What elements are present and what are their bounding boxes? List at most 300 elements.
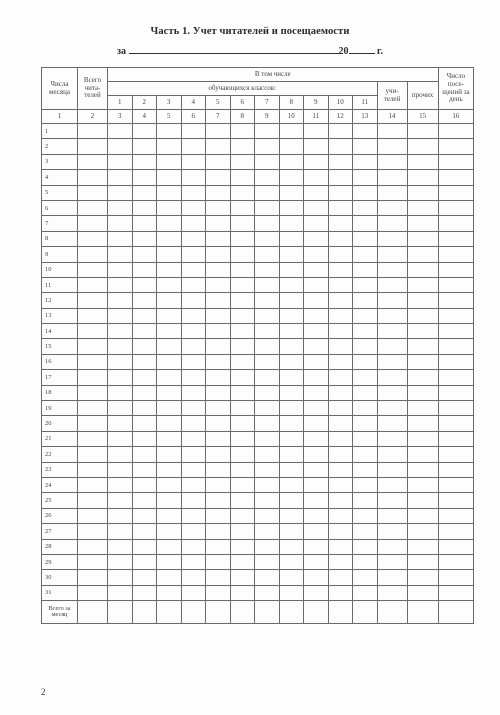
entry-cell[interactable]: [108, 277, 133, 292]
entry-cell[interactable]: [181, 154, 206, 169]
entry-cell[interactable]: [304, 339, 329, 354]
entry-cell[interactable]: [230, 200, 255, 215]
entry-cell[interactable]: [230, 339, 255, 354]
entry-cell[interactable]: [304, 262, 329, 277]
total-cell[interactable]: [157, 601, 182, 624]
entry-cell[interactable]: [304, 370, 329, 385]
entry-cell[interactable]: [108, 216, 133, 231]
entry-cell[interactable]: [255, 124, 280, 139]
entry-cell[interactable]: [181, 277, 206, 292]
entry-cell[interactable]: [438, 416, 474, 431]
entry-cell[interactable]: [132, 139, 157, 154]
entry-cell[interactable]: [157, 370, 182, 385]
entry-cell[interactable]: [304, 308, 329, 323]
entry-cell[interactable]: [279, 216, 304, 231]
entry-cell[interactable]: [407, 262, 438, 277]
entry-cell[interactable]: [206, 339, 231, 354]
entry-cell[interactable]: [206, 416, 231, 431]
entry-cell[interactable]: [206, 431, 231, 446]
entry-cell[interactable]: [157, 216, 182, 231]
entry-cell[interactable]: [279, 508, 304, 523]
entry-cell[interactable]: [304, 200, 329, 215]
entry-cell[interactable]: [206, 354, 231, 369]
entry-cell[interactable]: [108, 354, 133, 369]
entry-cell[interactable]: [230, 493, 255, 508]
entry-cell[interactable]: [132, 185, 157, 200]
entry-cell[interactable]: [304, 139, 329, 154]
entry-cell[interactable]: [230, 508, 255, 523]
entry-cell[interactable]: [181, 216, 206, 231]
entry-cell[interactable]: [438, 308, 474, 323]
entry-cell[interactable]: [438, 339, 474, 354]
entry-cell[interactable]: [206, 524, 231, 539]
entry-cell[interactable]: [407, 354, 438, 369]
entry-cell[interactable]: [438, 277, 474, 292]
entry-cell[interactable]: [377, 339, 407, 354]
entry-cell[interactable]: [132, 524, 157, 539]
entry-cell[interactable]: [206, 200, 231, 215]
entry-cell[interactable]: [78, 462, 108, 477]
entry-cell[interactable]: [377, 385, 407, 400]
entry-cell[interactable]: [353, 508, 378, 523]
entry-cell[interactable]: [157, 324, 182, 339]
entry-cell[interactable]: [132, 447, 157, 462]
entry-cell[interactable]: [328, 293, 353, 308]
entry-cell[interactable]: [353, 293, 378, 308]
entry-cell[interactable]: [377, 401, 407, 416]
entry-cell[interactable]: [157, 539, 182, 554]
entry-cell[interactable]: [407, 477, 438, 492]
entry-cell[interactable]: [132, 508, 157, 523]
entry-cell[interactable]: [377, 416, 407, 431]
entry-cell[interactable]: [108, 585, 133, 600]
entry-cell[interactable]: [328, 339, 353, 354]
entry-cell[interactable]: [157, 277, 182, 292]
entry-cell[interactable]: [353, 170, 378, 185]
entry-cell[interactable]: [132, 539, 157, 554]
entry-cell[interactable]: [328, 570, 353, 585]
entry-cell[interactable]: [255, 154, 280, 169]
entry-cell[interactable]: [328, 462, 353, 477]
entry-cell[interactable]: [279, 200, 304, 215]
entry-cell[interactable]: [328, 416, 353, 431]
entry-cell[interactable]: [407, 247, 438, 262]
entry-cell[interactable]: [230, 539, 255, 554]
entry-cell[interactable]: [206, 154, 231, 169]
entry-cell[interactable]: [279, 124, 304, 139]
entry-cell[interactable]: [407, 524, 438, 539]
entry-cell[interactable]: [377, 293, 407, 308]
entry-cell[interactable]: [206, 247, 231, 262]
entry-cell[interactable]: [181, 385, 206, 400]
entry-cell[interactable]: [157, 385, 182, 400]
entry-cell[interactable]: [108, 139, 133, 154]
entry-cell[interactable]: [255, 539, 280, 554]
entry-cell[interactable]: [279, 447, 304, 462]
entry-cell[interactable]: [353, 339, 378, 354]
entry-cell[interactable]: [377, 170, 407, 185]
total-cell[interactable]: [206, 601, 231, 624]
entry-cell[interactable]: [438, 493, 474, 508]
entry-cell[interactable]: [108, 416, 133, 431]
entry-cell[interactable]: [353, 585, 378, 600]
entry-cell[interactable]: [181, 185, 206, 200]
entry-cell[interactable]: [328, 477, 353, 492]
entry-cell[interactable]: [206, 231, 231, 246]
entry-cell[interactable]: [206, 324, 231, 339]
entry-cell[interactable]: [78, 170, 108, 185]
entry-cell[interactable]: [407, 308, 438, 323]
entry-cell[interactable]: [181, 416, 206, 431]
entry-cell[interactable]: [230, 185, 255, 200]
entry-cell[interactable]: [78, 370, 108, 385]
entry-cell[interactable]: [304, 324, 329, 339]
entry-cell[interactable]: [407, 154, 438, 169]
entry-cell[interactable]: [407, 185, 438, 200]
entry-cell[interactable]: [78, 185, 108, 200]
entry-cell[interactable]: [377, 524, 407, 539]
entry-cell[interactable]: [157, 262, 182, 277]
entry-cell[interactable]: [132, 124, 157, 139]
entry-cell[interactable]: [132, 170, 157, 185]
entry-cell[interactable]: [108, 431, 133, 446]
entry-cell[interactable]: [304, 154, 329, 169]
entry-cell[interactable]: [78, 354, 108, 369]
entry-cell[interactable]: [438, 431, 474, 446]
entry-cell[interactable]: [181, 508, 206, 523]
entry-cell[interactable]: [353, 570, 378, 585]
entry-cell[interactable]: [438, 139, 474, 154]
entry-cell[interactable]: [230, 216, 255, 231]
entry-cell[interactable]: [279, 277, 304, 292]
entry-cell[interactable]: [353, 462, 378, 477]
entry-cell[interactable]: [279, 231, 304, 246]
entry-cell[interactable]: [157, 524, 182, 539]
entry-cell[interactable]: [304, 185, 329, 200]
entry-cell[interactable]: [438, 539, 474, 554]
entry-cell[interactable]: [230, 462, 255, 477]
entry-cell[interactable]: [279, 247, 304, 262]
entry-cell[interactable]: [157, 431, 182, 446]
entry-cell[interactable]: [157, 416, 182, 431]
entry-cell[interactable]: [206, 462, 231, 477]
entry-cell[interactable]: [78, 477, 108, 492]
entry-cell[interactable]: [181, 262, 206, 277]
entry-cell[interactable]: [328, 508, 353, 523]
entry-cell[interactable]: [328, 124, 353, 139]
entry-cell[interactable]: [132, 324, 157, 339]
entry-cell[interactable]: [206, 185, 231, 200]
entry-cell[interactable]: [132, 493, 157, 508]
entry-cell[interactable]: [157, 447, 182, 462]
entry-cell[interactable]: [353, 262, 378, 277]
entry-cell[interactable]: [438, 401, 474, 416]
entry-cell[interactable]: [304, 385, 329, 400]
entry-cell[interactable]: [255, 370, 280, 385]
entry-cell[interactable]: [230, 385, 255, 400]
entry-cell[interactable]: [157, 200, 182, 215]
entry-cell[interactable]: [132, 293, 157, 308]
entry-cell[interactable]: [353, 216, 378, 231]
entry-cell[interactable]: [279, 293, 304, 308]
entry-cell[interactable]: [438, 508, 474, 523]
entry-cell[interactable]: [78, 570, 108, 585]
entry-cell[interactable]: [230, 308, 255, 323]
entry-cell[interactable]: [108, 477, 133, 492]
entry-cell[interactable]: [353, 324, 378, 339]
entry-cell[interactable]: [181, 200, 206, 215]
entry-cell[interactable]: [255, 308, 280, 323]
entry-cell[interactable]: [279, 477, 304, 492]
entry-cell[interactable]: [377, 585, 407, 600]
entry-cell[interactable]: [157, 493, 182, 508]
entry-cell[interactable]: [377, 200, 407, 215]
entry-cell[interactable]: [78, 308, 108, 323]
entry-cell[interactable]: [279, 262, 304, 277]
entry-cell[interactable]: [255, 447, 280, 462]
entry-cell[interactable]: [377, 447, 407, 462]
entry-cell[interactable]: [407, 431, 438, 446]
entry-cell[interactable]: [353, 554, 378, 569]
entry-cell[interactable]: [438, 385, 474, 400]
entry-cell[interactable]: [181, 477, 206, 492]
entry-cell[interactable]: [206, 293, 231, 308]
entry-cell[interactable]: [279, 416, 304, 431]
entry-cell[interactable]: [108, 539, 133, 554]
entry-cell[interactable]: [78, 339, 108, 354]
entry-cell[interactable]: [353, 370, 378, 385]
entry-cell[interactable]: [328, 539, 353, 554]
entry-cell[interactable]: [78, 524, 108, 539]
entry-cell[interactable]: [255, 385, 280, 400]
entry-cell[interactable]: [230, 524, 255, 539]
entry-cell[interactable]: [328, 324, 353, 339]
entry-cell[interactable]: [353, 185, 378, 200]
entry-cell[interactable]: [304, 447, 329, 462]
entry-cell[interactable]: [255, 200, 280, 215]
entry-cell[interactable]: [377, 493, 407, 508]
entry-cell[interactable]: [132, 431, 157, 446]
entry-cell[interactable]: [255, 462, 280, 477]
entry-cell[interactable]: [255, 554, 280, 569]
entry-cell[interactable]: [78, 200, 108, 215]
entry-cell[interactable]: [438, 462, 474, 477]
entry-cell[interactable]: [377, 324, 407, 339]
entry-cell[interactable]: [78, 247, 108, 262]
entry-cell[interactable]: [108, 462, 133, 477]
entry-cell[interactable]: [181, 231, 206, 246]
entry-cell[interactable]: [78, 293, 108, 308]
entry-cell[interactable]: [108, 185, 133, 200]
total-cell[interactable]: [132, 601, 157, 624]
entry-cell[interactable]: [438, 447, 474, 462]
entry-cell[interactable]: [279, 324, 304, 339]
entry-cell[interactable]: [206, 447, 231, 462]
entry-cell[interactable]: [304, 524, 329, 539]
entry-cell[interactable]: [206, 139, 231, 154]
entry-cell[interactable]: [230, 293, 255, 308]
entry-cell[interactable]: [328, 401, 353, 416]
entry-cell[interactable]: [78, 401, 108, 416]
entry-cell[interactable]: [157, 293, 182, 308]
entry-cell[interactable]: [304, 231, 329, 246]
entry-cell[interactable]: [328, 493, 353, 508]
entry-cell[interactable]: [181, 554, 206, 569]
entry-cell[interactable]: [181, 324, 206, 339]
entry-cell[interactable]: [328, 170, 353, 185]
month-blank[interactable]: [129, 44, 339, 54]
entry-cell[interactable]: [407, 539, 438, 554]
entry-cell[interactable]: [328, 585, 353, 600]
entry-cell[interactable]: [377, 539, 407, 554]
entry-cell[interactable]: [407, 554, 438, 569]
entry-cell[interactable]: [132, 231, 157, 246]
entry-cell[interactable]: [132, 200, 157, 215]
entry-cell[interactable]: [230, 324, 255, 339]
entry-cell[interactable]: [132, 262, 157, 277]
entry-cell[interactable]: [181, 247, 206, 262]
entry-cell[interactable]: [377, 308, 407, 323]
entry-cell[interactable]: [132, 216, 157, 231]
entry-cell[interactable]: [157, 308, 182, 323]
entry-cell[interactable]: [328, 385, 353, 400]
entry-cell[interactable]: [206, 385, 231, 400]
entry-cell[interactable]: [181, 401, 206, 416]
entry-cell[interactable]: [255, 293, 280, 308]
entry-cell[interactable]: [407, 493, 438, 508]
entry-cell[interactable]: [255, 247, 280, 262]
entry-cell[interactable]: [377, 124, 407, 139]
entry-cell[interactable]: [230, 154, 255, 169]
entry-cell[interactable]: [108, 508, 133, 523]
entry-cell[interactable]: [78, 277, 108, 292]
entry-cell[interactable]: [206, 277, 231, 292]
entry-cell[interactable]: [438, 370, 474, 385]
entry-cell[interactable]: [230, 585, 255, 600]
entry-cell[interactable]: [255, 185, 280, 200]
entry-cell[interactable]: [353, 401, 378, 416]
entry-cell[interactable]: [353, 277, 378, 292]
total-cell[interactable]: [108, 601, 133, 624]
entry-cell[interactable]: [255, 477, 280, 492]
entry-cell[interactable]: [181, 570, 206, 585]
entry-cell[interactable]: [78, 262, 108, 277]
entry-cell[interactable]: [230, 124, 255, 139]
entry-cell[interactable]: [328, 139, 353, 154]
entry-cell[interactable]: [438, 170, 474, 185]
entry-cell[interactable]: [181, 493, 206, 508]
entry-cell[interactable]: [438, 231, 474, 246]
entry-cell[interactable]: [407, 570, 438, 585]
entry-cell[interactable]: [328, 216, 353, 231]
entry-cell[interactable]: [377, 216, 407, 231]
entry-cell[interactable]: [108, 170, 133, 185]
entry-cell[interactable]: [108, 554, 133, 569]
entry-cell[interactable]: [108, 124, 133, 139]
entry-cell[interactable]: [181, 585, 206, 600]
entry-cell[interactable]: [206, 477, 231, 492]
entry-cell[interactable]: [407, 231, 438, 246]
entry-cell[interactable]: [353, 477, 378, 492]
total-cell[interactable]: [304, 601, 329, 624]
entry-cell[interactable]: [206, 216, 231, 231]
entry-cell[interactable]: [328, 431, 353, 446]
entry-cell[interactable]: [407, 585, 438, 600]
entry-cell[interactable]: [304, 493, 329, 508]
entry-cell[interactable]: [78, 431, 108, 446]
entry-cell[interactable]: [377, 477, 407, 492]
entry-cell[interactable]: [438, 124, 474, 139]
entry-cell[interactable]: [353, 308, 378, 323]
entry-cell[interactable]: [255, 585, 280, 600]
entry-cell[interactable]: [407, 170, 438, 185]
entry-cell[interactable]: [304, 124, 329, 139]
entry-cell[interactable]: [279, 139, 304, 154]
entry-cell[interactable]: [304, 293, 329, 308]
entry-cell[interactable]: [304, 216, 329, 231]
entry-cell[interactable]: [181, 124, 206, 139]
entry-cell[interactable]: [279, 385, 304, 400]
entry-cell[interactable]: [407, 462, 438, 477]
entry-cell[interactable]: [255, 508, 280, 523]
entry-cell[interactable]: [206, 370, 231, 385]
entry-cell[interactable]: [132, 308, 157, 323]
entry-cell[interactable]: [328, 447, 353, 462]
total-cell[interactable]: [407, 601, 438, 624]
entry-cell[interactable]: [157, 585, 182, 600]
entry-cell[interactable]: [78, 585, 108, 600]
entry-cell[interactable]: [206, 124, 231, 139]
entry-cell[interactable]: [206, 308, 231, 323]
total-cell[interactable]: [328, 601, 353, 624]
entry-cell[interactable]: [304, 170, 329, 185]
entry-cell[interactable]: [407, 293, 438, 308]
entry-cell[interactable]: [407, 324, 438, 339]
entry-cell[interactable]: [230, 139, 255, 154]
entry-cell[interactable]: [255, 416, 280, 431]
entry-cell[interactable]: [230, 370, 255, 385]
entry-cell[interactable]: [132, 339, 157, 354]
entry-cell[interactable]: [279, 585, 304, 600]
entry-cell[interactable]: [230, 401, 255, 416]
entry-cell[interactable]: [78, 385, 108, 400]
total-cell[interactable]: [377, 601, 407, 624]
entry-cell[interactable]: [438, 247, 474, 262]
entry-cell[interactable]: [157, 462, 182, 477]
entry-cell[interactable]: [438, 554, 474, 569]
total-cell[interactable]: [353, 601, 378, 624]
entry-cell[interactable]: [328, 231, 353, 246]
entry-cell[interactable]: [132, 354, 157, 369]
entry-cell[interactable]: [279, 308, 304, 323]
entry-cell[interactable]: [230, 170, 255, 185]
entry-cell[interactable]: [279, 554, 304, 569]
entry-cell[interactable]: [132, 416, 157, 431]
entry-cell[interactable]: [230, 554, 255, 569]
entry-cell[interactable]: [132, 570, 157, 585]
entry-cell[interactable]: [132, 554, 157, 569]
entry-cell[interactable]: [438, 477, 474, 492]
total-cell[interactable]: [438, 601, 474, 624]
entry-cell[interactable]: [328, 262, 353, 277]
entry-cell[interactable]: [78, 554, 108, 569]
entry-cell[interactable]: [279, 431, 304, 446]
entry-cell[interactable]: [255, 570, 280, 585]
entry-cell[interactable]: [279, 370, 304, 385]
entry-cell[interactable]: [108, 570, 133, 585]
entry-cell[interactable]: [353, 539, 378, 554]
entry-cell[interactable]: [377, 185, 407, 200]
